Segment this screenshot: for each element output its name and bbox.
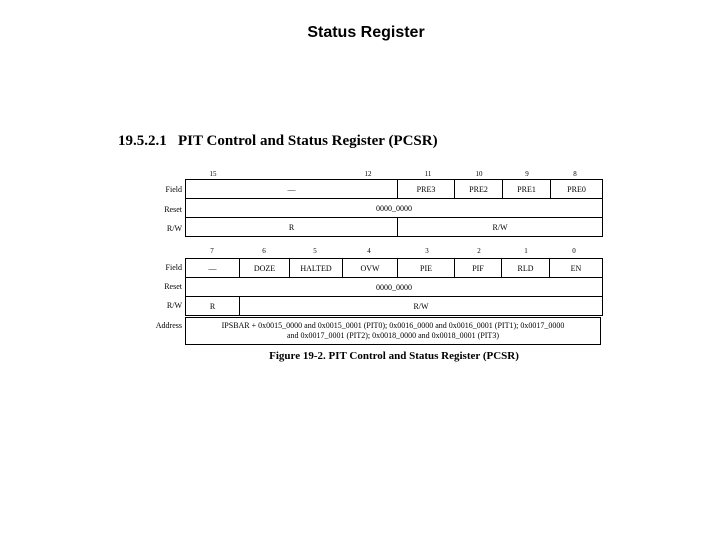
bit-number: 5	[313, 247, 317, 255]
row-label-field: Field	[165, 185, 182, 194]
address-line: and 0x0017_0001 (PIT2); 0x0018_0000 and 0x0018_0001 (PIT3)	[287, 331, 499, 340]
bit-number: 6	[262, 247, 266, 255]
bit-number: 8	[573, 170, 577, 178]
bit-number: 0	[572, 247, 576, 255]
bit-number: 12	[364, 170, 372, 178]
field-cell: PRE1	[503, 180, 551, 199]
rw-cell: R/W	[240, 297, 603, 316]
rw-cell: R	[186, 297, 240, 316]
row-label-rw: R/W	[166, 224, 182, 233]
slide-title: Status Register	[307, 24, 425, 41]
field-cell: —	[186, 259, 240, 278]
bit-number: 15	[209, 170, 217, 178]
field-cell: PRE3	[398, 180, 455, 199]
row-label-reset: Reset	[164, 205, 182, 214]
address-cell	[185, 317, 601, 345]
field-cell: OVW	[343, 259, 398, 278]
field-cell: —	[186, 180, 398, 199]
lower-register-table	[185, 258, 603, 316]
field-cell: PIF	[455, 259, 502, 278]
field-cell: DOZE	[240, 259, 290, 278]
rw-cell: R/W	[398, 218, 603, 237]
address-line: IPSBAR + 0x0015_0000 and 0x0015_0001 (PIT0); 0x0016_0000 and 0x0016_0001 (PIT1); 0x0017_0000	[221, 321, 565, 330]
bit-number: 9	[525, 170, 529, 178]
field-cell: PIE	[398, 259, 455, 278]
upper-register-table	[185, 179, 603, 237]
section-heading-text: PIT Control and Status Register (PCSR)	[178, 133, 438, 149]
field-cell: PRE0	[551, 180, 603, 199]
reset-cell: 0000_0000	[186, 199, 603, 218]
bit-number: 11	[424, 170, 432, 178]
rw-cell: R	[186, 218, 398, 237]
field-cell: EN	[550, 259, 603, 278]
row-label-field: Field	[165, 263, 182, 272]
field-cell: RLD	[502, 259, 550, 278]
row-label-reset: Reset	[164, 282, 182, 291]
row-label-address: Address	[155, 321, 182, 330]
field-cell: PRE2	[455, 180, 503, 199]
figure-caption: Figure 19-2. PIT Control and Status Register (PCSR)	[269, 350, 519, 362]
bit-number: 2	[477, 247, 481, 255]
bit-number: 10	[475, 170, 483, 178]
bit-number: 4	[367, 247, 371, 255]
reset-cell: 0000_0000	[186, 278, 603, 297]
section-number: 19.5.2.1	[118, 133, 167, 149]
row-label-rw: R/W	[166, 301, 182, 310]
field-cell: HALTED	[290, 259, 343, 278]
bit-number: 3	[425, 247, 429, 255]
bit-number: 1	[524, 247, 528, 255]
section-heading	[118, 133, 438, 150]
bit-number: 7	[210, 247, 214, 255]
